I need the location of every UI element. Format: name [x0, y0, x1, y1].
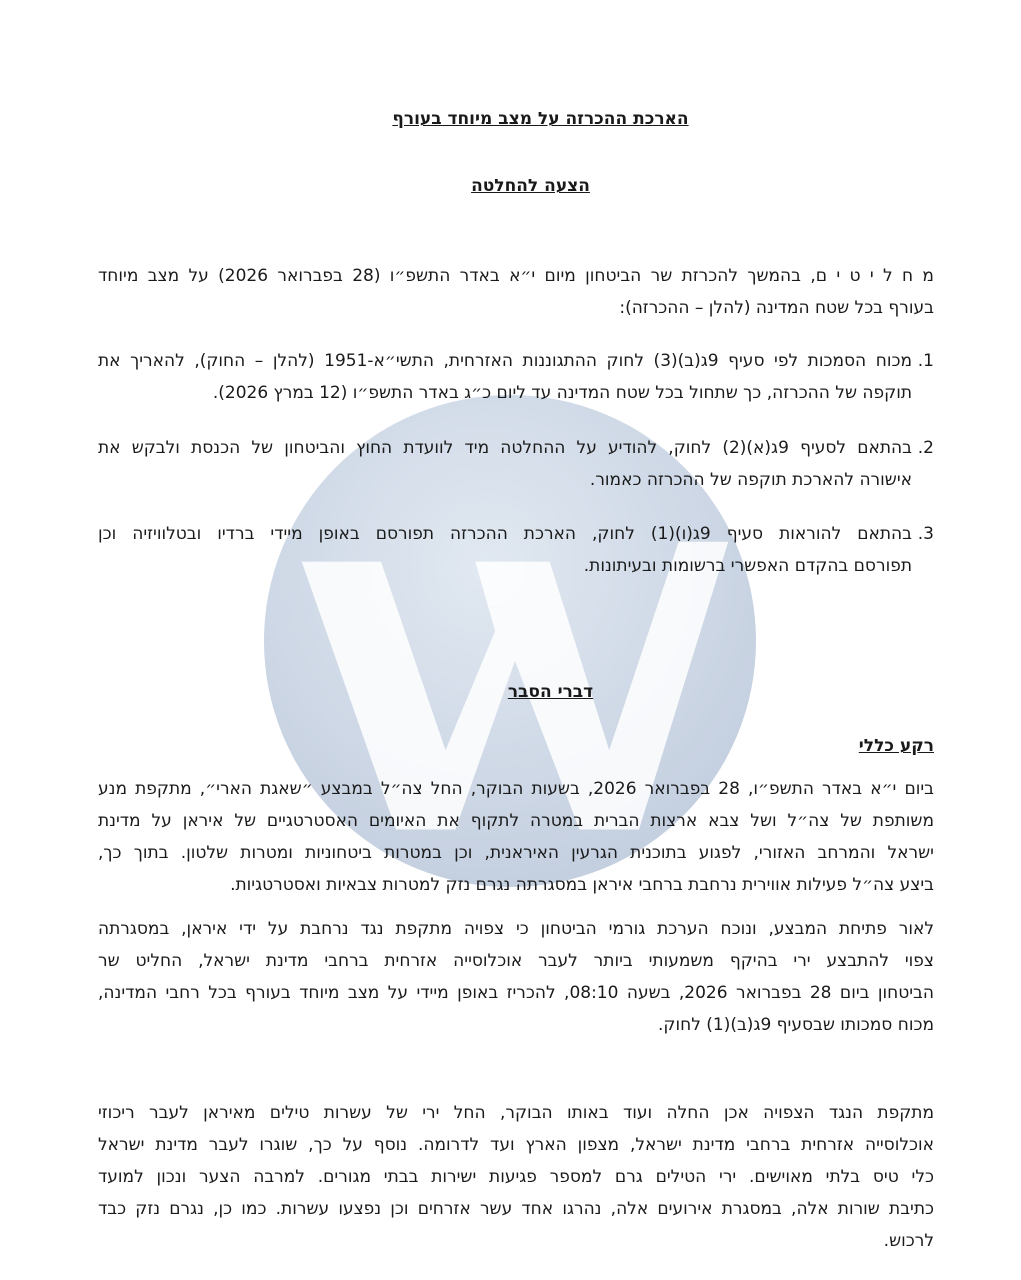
explanation-heading: דברי הסבר: [507, 682, 594, 702]
paragraph-line: משותפת של צה״ל ושל צבא ארצות הברית במטרה לתקוף את האיומים האסטרטגיים של איראן על מדינת: [98, 811, 934, 831]
decision-item-1: [98, 345, 934, 409]
background-heading: רקע כללי: [858, 736, 934, 756]
intro-line: בעורף בכל שטח המדינה (להלן – ההכרזה):: [619, 298, 934, 318]
paragraph-line: צפוי להתבצע ירי בהיקף משמעותי ביותר לעבר אוכלוסייה אזרחית ברחבי מדינת ישראל, החליט שר: [98, 951, 934, 971]
document-title: הארכת ההכרזה על מצב מיוחד בעורף: [392, 109, 689, 129]
paragraph-line: לאור פתיחת המבצע, ונוכח הערכת גורמי הביטחון כי צפויה מתקפת נגד נרחבת על ידי איראן, במסגרתה: [98, 919, 934, 939]
item-number: 1.: [917, 351, 934, 371]
item-number: 3.: [917, 524, 934, 544]
paragraph-line: מתקפת הנגד הצפויה אכן החלה ועוד באותו הבוקר, החל ירי של עשרות טילים מאיראן לעבר ריכוזי: [98, 1103, 934, 1123]
intro-paragraph: [98, 260, 934, 324]
background-paragraph-2: [98, 913, 934, 1041]
paragraph-line: הביטחון ביום 28 בפברואר 2026, בשעה 08:10, להכריז באופן מיידי על מצב מיוחד בעורף בכל רחבי המדינה,: [98, 983, 934, 1003]
paragraph-line: ביצע צה״ל פעילות אווירית נרחבת ברחבי איראן במסגרתה נגרם נזק למטרות צבאיות ואסטרטגיות.: [230, 875, 934, 895]
item-line: תוקפה של ההכרזה, כך שתחול בכל שטח המדינה עד ליום כ״ג באדר התשפ״ו (12 במרץ 2026).: [212, 383, 912, 403]
background-paragraph-3: [98, 1097, 934, 1257]
paragraph-line: ישראל והמרחב האזורי, לפגוע בתוכנית הגרעין האיראנית, וכן במטרות ביטחוניות ומטרות שלטון. בתוך כך,: [98, 843, 934, 863]
paragraph-line: ביום י״א באדר התשפ״ו, 28 בפברואר 2026, בשעות הבוקר, החל צה״ל במבצע ״שאגת הארי״, מתקפת מנע: [98, 779, 934, 799]
item-number: 2.: [917, 438, 934, 458]
paragraph-line: כלי טיס בלתי מאוישים. ירי הטילים גרם למספר פגיעות ישירות בבתי מגורים. למרבה הצער ונכון למועד: [98, 1167, 934, 1187]
item-line: תפורסם בהקדם האפשרי ברשומות ובעיתונות.: [583, 556, 912, 576]
paragraph-line: אוכלוסייה אזרחית ברחבי מדינת ישראל, מצפון הארץ ועד לדרומה. נוסף על כך, שוגרו לעבר מדינת ישראל: [98, 1135, 934, 1155]
item-line: בהתאם להוראות סעיף 9ג(ו)(1) לחוק, הארכת ההכרזה תפורסם באופן מיידי ברדיו ובטלוויזיה וכן: [98, 524, 912, 544]
item-line: בהתאם לסעיף 9ג(א)(2) לחוק, להודיע על ההחלטה מיד לוועדת החוץ והביטחון של הכנסת ולבקש את: [98, 438, 912, 458]
item-line: אישורה להארכת תוקפה של ההכרזה כאמור.: [589, 470, 912, 490]
item-line: מכוח הסמכות לפי סעיף 9ג(ב)(3) לחוק ההתגוננות האזרחית, התשי״א-1951 (להלן – החוק), להאריך את: [98, 351, 912, 371]
background-paragraph-1: [98, 773, 934, 901]
decision-item-3: [98, 518, 934, 582]
intro-line: מ ח ל י ט י ם, בהמשך להכרזת שר הביטחון מיום י״א באדר התשפ״ו (28 בפברואר 2026) על מצב מיוחד: [98, 266, 934, 286]
decision-item-2: [98, 432, 934, 496]
paragraph-line: מכוח סמכותו שבסעיף 9ג(ב)(1) לחוק.: [657, 1015, 934, 1035]
paragraph-line: כתיבת שורות אלה, במסגרת אירועים אלה, נהרגו אחד עשר אזרחים וכן נפצעו עשרות. כמו כן, נגרם נזק כבד: [98, 1199, 934, 1219]
proposal-heading: הצעה להחלטה: [471, 176, 590, 196]
paragraph-line: לרכוש.: [883, 1231, 934, 1251]
